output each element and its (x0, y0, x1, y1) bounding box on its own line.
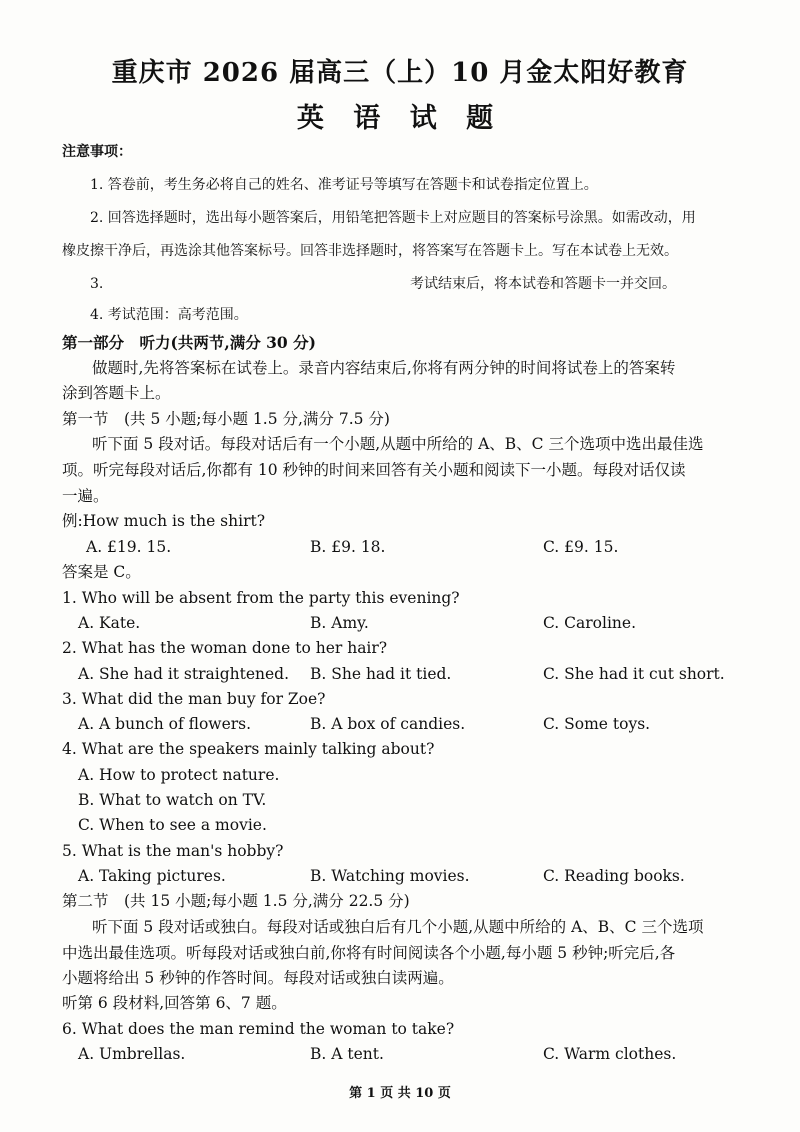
question-1-stem: 1. Who will be absent from the party this evening? (62, 589, 460, 607)
question-6-option-a: A. Umbrellas. (78, 1045, 186, 1063)
example-answer: 答案是 C。 (62, 563, 141, 581)
part1-heading: 第一部分 听力(共两节,满分 30 分) (62, 333, 316, 352)
section1-heading: 第一节 (共 5 小题;每小题 1.5 分,满分 7.5 分) (62, 410, 390, 428)
section1-intro-line3: 一遍。 (62, 487, 109, 505)
question-2-option-c: C. She had it cut short. (543, 665, 725, 683)
question-5-option-c: C. Reading books. (543, 867, 685, 885)
notice-item-2-line2: 橡皮擦干净后，再选涂其他答案标号。回答非选择题时，将答案写在答题卡上。写在本试卷上无效。 (62, 243, 678, 259)
section1-intro-line1: 听下面 5 段对话。每段对话后有一个小题,从题中所给的 A、B、C 三个选项中选出最佳选 (92, 435, 704, 453)
notice-item-2-line1: 2. 回答选择题时，选出每小题答案后，用铅笔把答题卡上对应题目的答案标号涂黑。如需改动，用 (90, 210, 696, 226)
question-3-stem: 3. What did the man buy for Zoe? (62, 690, 326, 708)
question-1-option-c: C. Caroline. (543, 614, 636, 632)
example-option-b: B. £9. 18. (310, 538, 386, 556)
question-2-stem: 2. What has the woman done to her hair? (62, 639, 388, 657)
section2-intro-line3: 小题将给出 5 秒钟的作答时间。每段对话或独白读两遍。 (62, 969, 454, 987)
notice-item-3-number: 3. (90, 276, 104, 292)
question-5-option-a: A. Taking pictures. (78, 867, 226, 885)
material-6-instruction: 听第 6 段材料,回答第 6、7 题。 (62, 994, 287, 1012)
question-2-option-b: B. She had it tied. (310, 665, 452, 683)
example-option-c: C. £9. 15. (543, 538, 619, 556)
page-number: 第 1 页 共 10 页 (349, 1086, 451, 1101)
question-6-option-b: B. A tent. (310, 1045, 384, 1063)
section2-intro-line2: 中选出最佳选项。听每段对话或独白前,你将有时间阅读各个小题,每小题 5 秒钟;听完后,各 (62, 944, 676, 962)
section2-heading: 第二节 (共 15 小题;每小题 1.5 分,满分 22.5 分) (62, 892, 410, 910)
question-6-stem: 6. What does the man remind the woman to take? (62, 1020, 455, 1038)
exam-subtitle: 英 语 试 题 (296, 103, 504, 134)
question-5-stem: 5. What is the man's hobby? (62, 842, 284, 860)
question-6-option-c: C. Warm clothes. (543, 1045, 677, 1063)
exam-title: 重庆市 2026 届高三（上）10 月金太阳好教育 (111, 58, 689, 88)
notice-item-1: 1. 答卷前，考生务必将自己的姓名、准考证号等填写在答题卡和试卷指定位置上。 (90, 177, 598, 193)
question-2-option-a: A. She had it straightened. (78, 665, 290, 683)
question-5-option-b: B. Watching movies. (310, 867, 470, 885)
question-4-stem: 4. What are the speakers mainly talking about? (62, 740, 435, 758)
notice-item-3-text: 考试结束后，将本试卷和答题卡一并交回。 (410, 276, 676, 292)
section1-intro-line2: 项。听完每段对话后,你都有 10 秒钟的时间来回答有关小题和阅读下一小题。每段对话仅读 (62, 461, 686, 479)
question-1-option-a: A. Kate. (78, 614, 141, 632)
question-4-option-c: C. When to see a movie. (78, 816, 267, 834)
question-4-option-a: A. How to protect nature. (78, 766, 280, 784)
question-4-option-b: B. What to watch on TV. (78, 791, 267, 809)
section2-intro-line1: 听下面 5 段对话或独白。每段对话或独白后有几个小题,从题中所给的 A、B、C 三个选项 (92, 918, 704, 936)
part1-intro-line2: 涂到答题卡上。 (62, 384, 171, 402)
question-3-option-a: A. A bunch of flowers. (78, 715, 252, 733)
part1-intro-line1: 做题时,先将答案标在试卷上。录音内容结束后,你将有两分钟的时间将试卷上的答案转 (92, 359, 676, 377)
example-option-a: A. £19. 15. (86, 538, 172, 556)
question-1-option-b: B. Amy. (310, 614, 369, 632)
notice-heading: 注意事项： (62, 144, 132, 160)
notice-item-4: 4. 考试范围：高考范围。 (90, 307, 248, 323)
question-3-option-b: B. A box of candies. (310, 715, 466, 733)
question-3-option-c: C. Some toys. (543, 715, 651, 733)
example-question: 例:How much is the shirt? (62, 512, 266, 530)
